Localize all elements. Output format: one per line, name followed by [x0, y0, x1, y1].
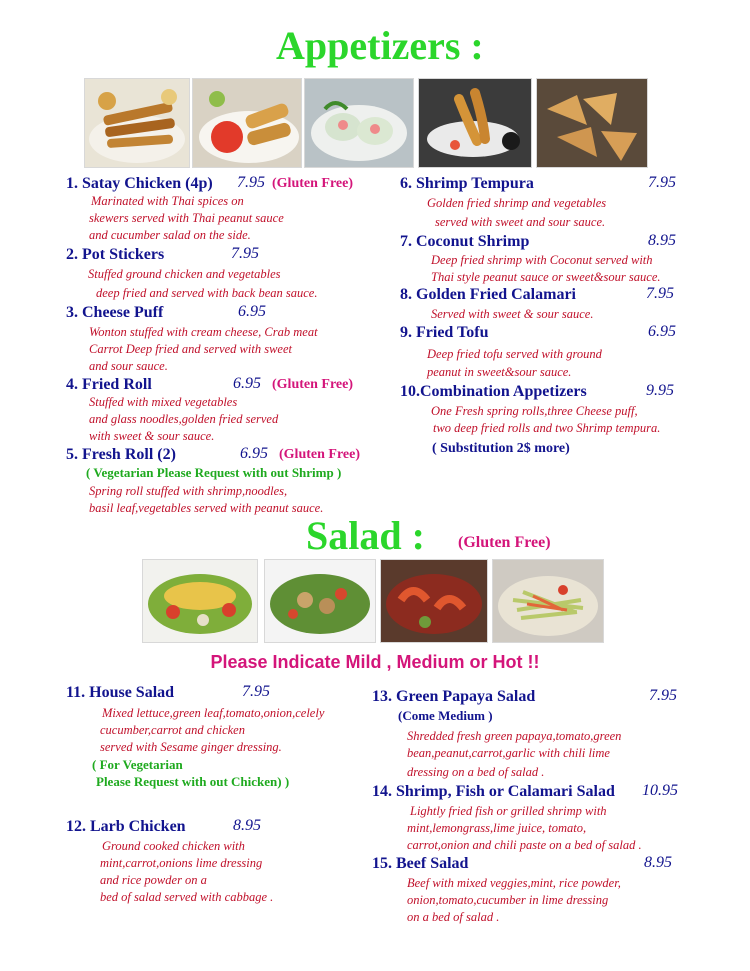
shrimp-tempura-photo — [418, 78, 532, 168]
item-price: 8.95 — [648, 232, 676, 249]
item-title: 12. Larb Chicken — [66, 818, 186, 835]
cheese-puff-photo — [536, 78, 648, 168]
item-description: Beef with mixed veggies,mint, rice powder, — [407, 876, 621, 890]
menu-item-fried-tofu — [400, 323, 488, 342]
item-title: 7. Coconut Shrimp — [400, 233, 530, 250]
item-description: carrot,onion and chili paste on a bed of salad . — [407, 838, 642, 852]
spice-level-note: Please Indicate Mild , Medium or Hot !! — [210, 652, 540, 672]
item-price: 8.95 — [233, 817, 261, 834]
item-description: Lightly fried fish or grilled shrimp with — [410, 804, 607, 818]
item-description: Stuffed ground chicken and vegetables — [88, 267, 281, 281]
menu-item-fried-roll — [66, 375, 152, 394]
menu-item-golden-fried-calamari — [400, 285, 576, 304]
item-description: two deep fried rolls and two Shrimp tempura. — [433, 421, 661, 435]
gluten-free-tag: (Gluten Free) — [458, 534, 551, 551]
item-title: 4. Fried Roll — [66, 376, 152, 393]
item-price: 6.95 — [238, 303, 266, 320]
item-price: 9.95 — [646, 382, 674, 399]
appetizers-title: Appetizers : — [276, 23, 484, 68]
gluten-free-tag: (Gluten Free) — [279, 447, 360, 462]
item-price: 6.95 — [648, 323, 676, 340]
papaya-salad-photo — [492, 559, 604, 643]
item-title: 10.Combination Appetizers — [400, 383, 587, 400]
item-description: Wonton stuffed with cream cheese, Crab meat — [89, 325, 318, 339]
item-title: 15. Beef Salad — [372, 855, 469, 872]
item-description: Stuffed with mixed vegetables — [89, 395, 238, 409]
item-description: skewers served with Thai peanut sauce — [89, 211, 284, 225]
vegetarian-note: ( For Vegetarian — [92, 757, 183, 772]
item-description: deep fried and served with back bean sauce. — [96, 286, 318, 300]
item-description: onion,tomato,cucumber in lime dressing — [407, 893, 609, 907]
menu-item-beef-salad — [372, 854, 468, 873]
item-price: 7.95 — [237, 174, 265, 191]
item-title: 13. Green Papaya Salad — [372, 688, 536, 705]
item-description: and cucumber salad on the side. — [89, 228, 251, 242]
item-description: with sweet & sour sauce. — [89, 429, 215, 443]
seafood-salad-photo — [380, 559, 488, 643]
menu-item-pot-stickers — [66, 245, 164, 264]
item-description: served with sweet and sour sauce. — [435, 215, 606, 229]
salad-title: Salad : — [306, 513, 425, 558]
item-description: Deep fried tofu served with ground — [427, 347, 602, 361]
item-price: 6.95 — [240, 445, 268, 462]
item-description: Served with sweet & sour sauce. — [431, 307, 594, 321]
satay-photo — [84, 78, 190, 168]
gluten-free-tag: (Gluten Free) — [272, 176, 353, 191]
item-description: Ground cooked chicken with — [102, 839, 245, 853]
pot-stickers-photo — [192, 78, 302, 168]
menu-item-satay-chicken — [66, 174, 213, 193]
item-title: 2. Pot Stickers — [66, 246, 165, 263]
item-description: Golden fried shrimp and vegetables — [427, 196, 607, 210]
item-title: 11. House Salad — [66, 684, 175, 701]
menu-item-seafood-salad — [372, 782, 615, 801]
item-price: 7.95 — [231, 245, 259, 262]
item-price: 7.95 — [242, 683, 270, 700]
item-description: Thai style peanut sauce or sweet&sour sauce. — [431, 270, 661, 284]
item-description: on a bed of salad . — [407, 910, 500, 924]
item-description: basil leaf,vegetables served with peanut sauce. — [89, 501, 324, 515]
item-description: Marinated with Thai spices on — [91, 194, 244, 208]
item-description: bed of salad served with cabbage . — [100, 890, 274, 904]
item-description: peanut in sweet&sour sauce. — [427, 365, 572, 379]
house-salad-photo — [142, 559, 258, 643]
item-description: mint,carrot,onions lime dressing — [100, 856, 263, 870]
menu-item-green-papaya-salad — [372, 687, 535, 706]
item-description: dressing on a bed of salad . — [407, 765, 545, 779]
vegetarian-note: Please Request with out Chicken) ) — [96, 774, 290, 789]
item-description: Spring roll stuffed with shrimp,noodles, — [89, 484, 288, 498]
menu-item-combination-appetizers — [400, 382, 587, 401]
menu-item-house-salad — [66, 683, 174, 702]
item-title: 1. Satay Chicken (4p) — [66, 175, 213, 192]
menu-item-shrimp-tempura — [400, 174, 534, 193]
item-price: 7.95 — [648, 174, 676, 191]
item-price: 6.95 — [233, 375, 261, 392]
substitution-note: ( Substitution 2$ more) — [432, 441, 570, 456]
item-price: 8.95 — [644, 854, 672, 871]
item-price: 7.95 — [646, 285, 674, 302]
item-description: and sour sauce. — [89, 359, 168, 373]
item-title: 6. Shrimp Tempura — [400, 175, 534, 192]
item-description: cucumber,carrot and chicken — [100, 723, 245, 737]
item-description: served with Sesame ginger dressing. — [100, 740, 282, 754]
menu-item-larb-chicken — [66, 817, 186, 836]
item-description: mint,lemongrass,lime juice, tomato, — [407, 821, 587, 835]
vegetarian-note: ( Vegetarian Please Request with out Shrimp ) — [86, 465, 342, 480]
item-description: One Fresh spring rolls,three Cheese puff, — [431, 404, 638, 418]
menu-item-cheese-puff — [66, 303, 163, 322]
spice-subhead: (Come Medium ) — [398, 708, 493, 723]
menu-item-fresh-roll — [66, 445, 176, 464]
item-description: Mixed lettuce,green leaf,tomato,onion,celely — [102, 706, 325, 720]
item-title: 14. Shrimp, Fish or Calamari Salad — [372, 783, 615, 800]
item-description: Deep fried shrimp with Coconut served with — [431, 253, 653, 267]
gluten-free-tag: (Gluten Free) — [272, 377, 353, 392]
item-description: and rice powder on a — [100, 873, 207, 887]
larb-chicken-photo — [264, 559, 376, 643]
item-price: 7.95 — [649, 687, 677, 704]
item-title: 3. Cheese Puff — [66, 304, 164, 321]
item-title: 8. Golden Fried Calamari — [400, 286, 576, 303]
item-description: Shredded fresh green papaya,tomato,green — [407, 729, 622, 743]
item-title: 5. Fresh Roll (2) — [66, 446, 176, 463]
item-title: 9. Fried Tofu — [400, 324, 489, 341]
fresh-roll-photo — [304, 78, 414, 168]
item-price: 10.95 — [642, 782, 678, 799]
item-description: Carrot Deep fried and served with sweet — [89, 342, 292, 356]
item-description: and glass noodles,golden fried served — [89, 412, 279, 426]
menu-item-coconut-shrimp — [400, 232, 529, 251]
item-description: bean,peanut,carrot,garlic with chili lime — [407, 746, 610, 760]
